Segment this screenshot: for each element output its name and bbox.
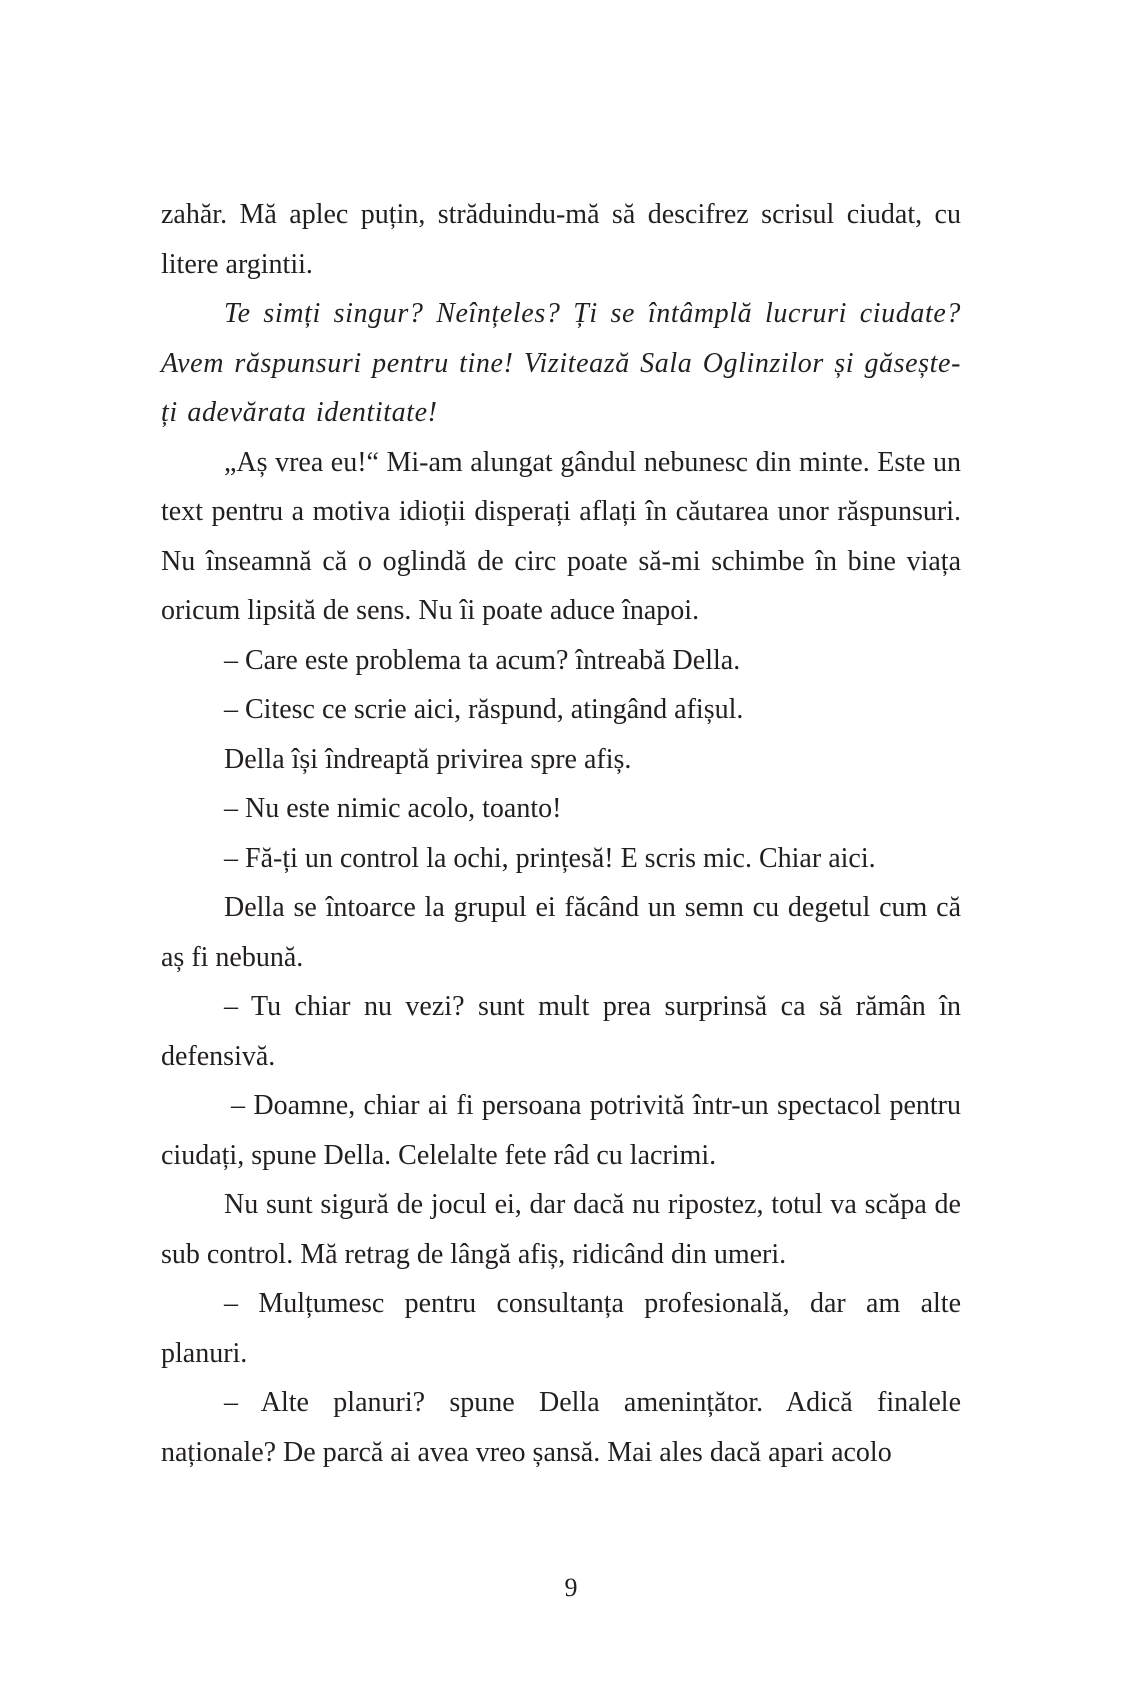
body-text <box>161 190 961 1477</box>
italic-poster-text: Te simți singur? Neînțeles? Ți se întâmplă lucruri ciudate? Avem răspunsuri pentru tine! Vizitează Sala Oglinzilor și găsește-ți adevărata identitate! <box>161 298 961 428</box>
paragraph: zahăr. Mă aplec puțin, străduindu-mă să descifrez scrisul ciudat, cu litere argintii. <box>161 199 961 280</box>
dialogue-line: – Alte planuri? spune Della amenințător. Adică finalele naționale? De parcă ai avea vreo șansă. Mai ales dacă apari acolo <box>161 1387 961 1468</box>
dialogue-line: – Doamne, chiar ai fi persoana potrivită într-un spectacol pentru ciudați, spune Della. Celelalte fete râd cu lacrimi. <box>161 1090 961 1171</box>
paragraph: Nu sunt sigură de jocul ei, dar dacă nu ripostez, totul va scăpa de sub control. Mă retrag de lângă afiș, ridicând din umeri. <box>161 1189 961 1270</box>
paragraph: „Aș vrea eu!“ Mi-am alungat gândul nebunesc din minte. Este un text pentru a motiva idioții disperați aflați în căutarea unor răspunsuri. Nu înseamnă că o oglindă de circ poate să-mi schimbe în bine viața oricum lipsită de sens. Nu îi poate aduce înapoi. <box>161 446 961 626</box>
paragraph: Della își îndreaptă privirea spre afiș. <box>224 743 632 775</box>
paragraph: Della se întoarce la grupul ei făcând un semn cu degetul cum că aș fi nebună. <box>161 892 961 973</box>
dialogue-line: – Nu este nimic acolo, toanto! <box>224 793 562 824</box>
dialogue-line: – Fă-ți un control la ochi, prințesă! E scris mic. Chiar aici. <box>224 842 876 874</box>
dialogue-line: – Care este problema ta acum? întreabă Della. <box>224 644 741 676</box>
dialogue-line: – Mulțumesc pentru consultanța profesională, dar am alte planuri. <box>161 1288 961 1369</box>
dialogue-line: – Citesc ce scrie aici, răspund, atingând afișul. <box>224 694 744 725</box>
page-number: 9 <box>564 1573 578 1602</box>
dialogue-line: – Tu chiar nu vezi? sunt mult prea surprinsă ca să rămân în defensivă. <box>161 991 961 1072</box>
